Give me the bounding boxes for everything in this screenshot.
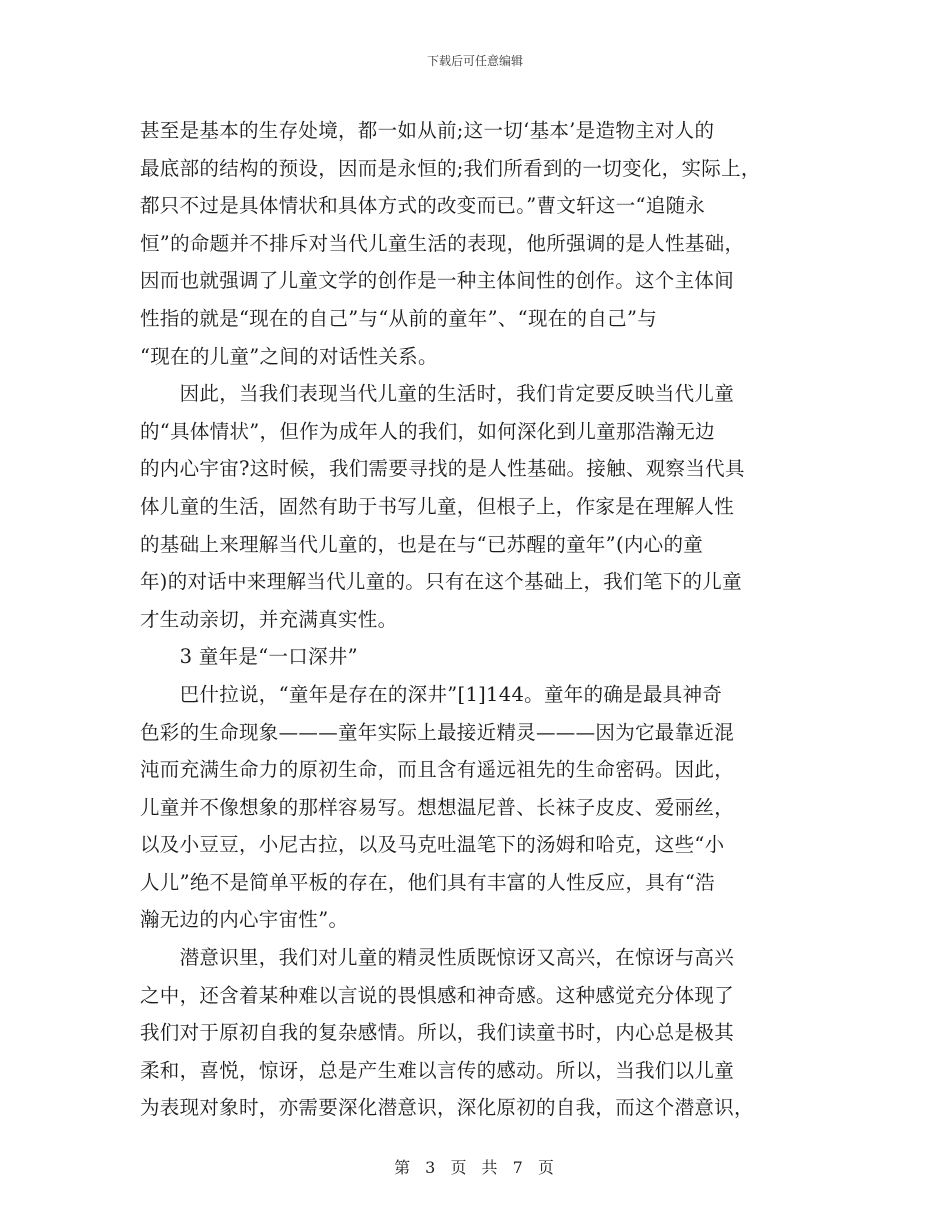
text-line: 为表现对象时，亦需要深化潜意识，深化原初的自我，而这个潜意识， (140, 1096, 754, 1120)
text-line: 的“具体情状”，但作为成年人的我们，如何深化到儿童那浩瀚无边 (140, 419, 715, 443)
document-body (140, 112, 820, 1127)
text-line: 恒”的命题并不排斥对当代儿童生活的表现，他所强调的是人性基础， (140, 231, 745, 255)
text-line: 儿童并不像想象的那样容易写。想想温尼普、长袜子皮皮、爱丽丝， (140, 795, 735, 819)
text-line: 柔和，喜悦，惊讶，总是产生难以言传的感动。所以，当我们以儿童 (140, 1058, 735, 1082)
page-number-footer: 第 3 页 共 7 页 (394, 1158, 556, 1177)
text-line: 人儿”绝不是简单平板的存在，他们具有丰富的人性反应，具有“浩 (140, 870, 715, 894)
text-line: 我们对于原初自我的复杂感情。所以，我们读童书时，内心总是极其 (140, 1021, 735, 1045)
text-line: 性指的就是“现在的自己”与“从前的童年”、“现在的自己”与 (140, 306, 658, 330)
text-line: 潜意识里，我们对儿童的精灵性质既惊讶又高兴，在惊讶与高兴 (140, 946, 735, 970)
text-line: 的基础上来理解当代儿童的，也是在与“已苏醒的童年”(内心的童 (140, 532, 704, 556)
text-line: 的内心宇宙?这时候，我们需要寻找的是人性基础。接触、观察当代具 (140, 457, 745, 481)
text-line: 沌而充满生命力的原初生命，而且含有遥远祖先的生命密码。因此， (140, 758, 735, 782)
page-header: 下载后可任意编辑 (426, 54, 523, 68)
text-line: 瀚无边的内心宇宙性”。 (140, 908, 349, 932)
text-line: 以及小豆豆，小尼古拉，以及马克吐温笔下的汤姆和哈克，这些“小 (140, 833, 725, 857)
text-line: 最底部的结构的预设，因而是永恒的;我们所看到的一切变化，实际上， (140, 156, 761, 180)
text-line: 才生动亲切，并充满真实性。 (140, 607, 398, 631)
text-line: 都只不过是具体情状和具体方式的改变而已。”曹文轩这一“追随永 (140, 194, 706, 218)
text-line: 巴什拉说，“童年是存在的深井”[1]144。童年的确是最具神奇 (140, 682, 723, 706)
text-line: “现在的儿童”之间的对话性关系。 (140, 344, 438, 368)
text-line: 甚至是基本的生存处境，都一如从前;这一切‘基本’是造物主对人的 (140, 119, 715, 142)
text-line: 体儿童的生活，固然有助于书写儿童，但根子上，作家是在理解人性 (140, 494, 735, 518)
text-line: 之中，还含着某种难以言说的畏惧感和神奇感。这种感觉充分体现了 (140, 983, 735, 1007)
text-line: 色彩的生命现象———童年实际上最接近精灵———因为它最靠近混 (140, 720, 734, 744)
text-line: 因而也就强调了儿童文学的创作是一种主体间性的创作。这个主体间 (140, 269, 735, 293)
text-line: 因此，当我们表现当代儿童的生活时，我们肯定要反映当代儿童 (140, 382, 735, 406)
section-heading: 3 童年是“一口深井” (140, 645, 358, 669)
text-line: 年)的对话中来理解当代儿童的。只有在这个基础上，我们笔下的儿童 (140, 570, 742, 594)
